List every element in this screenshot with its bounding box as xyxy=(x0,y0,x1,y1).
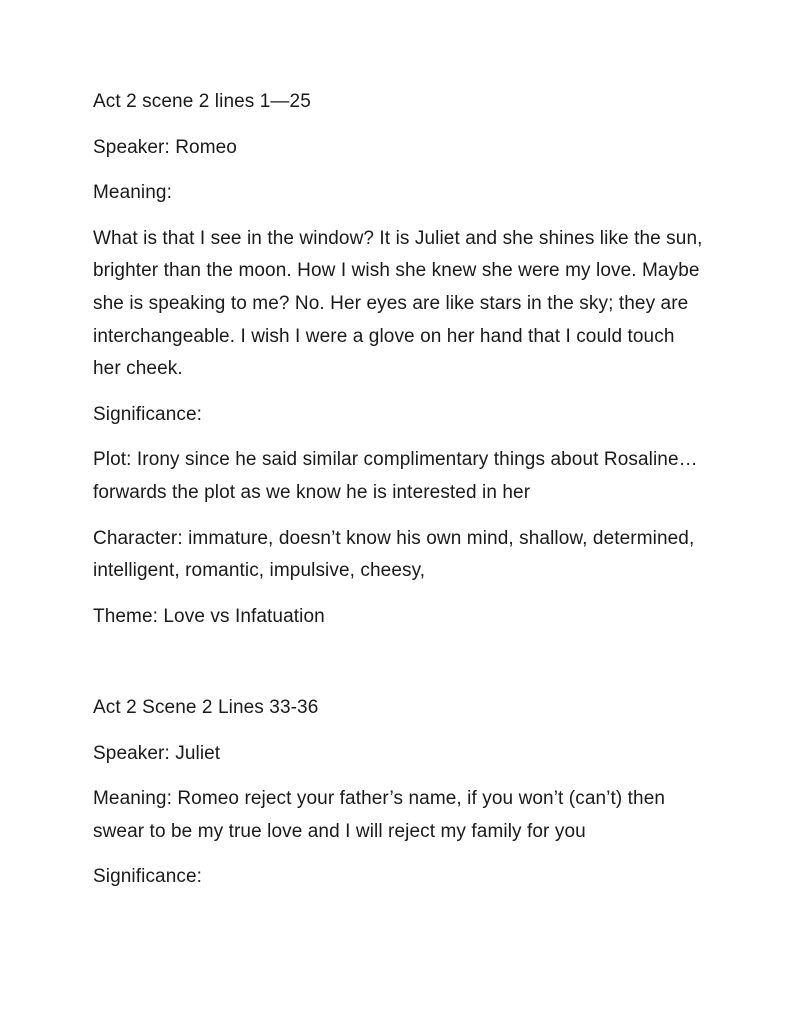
significance-label-2: Significance: xyxy=(93,866,203,888)
meaning-label-1: Meaning: xyxy=(93,182,172,204)
meaning-paragraph-1: What is that I see in the window? It is Juliet and she shines like the sun, brighter than the moon. How I wish she knew she were my love. Maybe she is speaking to me? No. Her eyes are like stars in the sky; they are interchangeable. I wish I were a glove on her hand that I could touch her cheek. xyxy=(93,227,703,380)
significance-label-1: Significance: xyxy=(93,403,203,425)
heading-scene-1: Act 2 scene 2 lines 1—25 xyxy=(93,91,311,112)
character-paragraph: Character: immature, doesn’t know his own mind, shallow, determined, intelligent, romantic, impulsive, cheesy, xyxy=(93,527,695,582)
blank-line xyxy=(93,646,705,679)
speaker-line-1: Speaker: Romeo xyxy=(93,136,237,158)
speaker-line-2: Speaker: Juliet xyxy=(93,742,221,764)
meaning-paragraph-2: Meaning: Romeo reject your father’s name, if you won’t (can’t) then swear to be my true love and I will reject my family for you xyxy=(93,788,666,842)
plot-paragraph: Plot: Irony since he said similar complimentary things about Rosaline…forwards the plot as we know he is interested in her xyxy=(93,449,698,503)
heading-scene-2: Act 2 Scene 2 Lines 33-36 xyxy=(93,696,319,718)
document-body xyxy=(93,86,705,894)
theme-paragraph: Theme: Love vs Infatuation xyxy=(93,605,325,627)
